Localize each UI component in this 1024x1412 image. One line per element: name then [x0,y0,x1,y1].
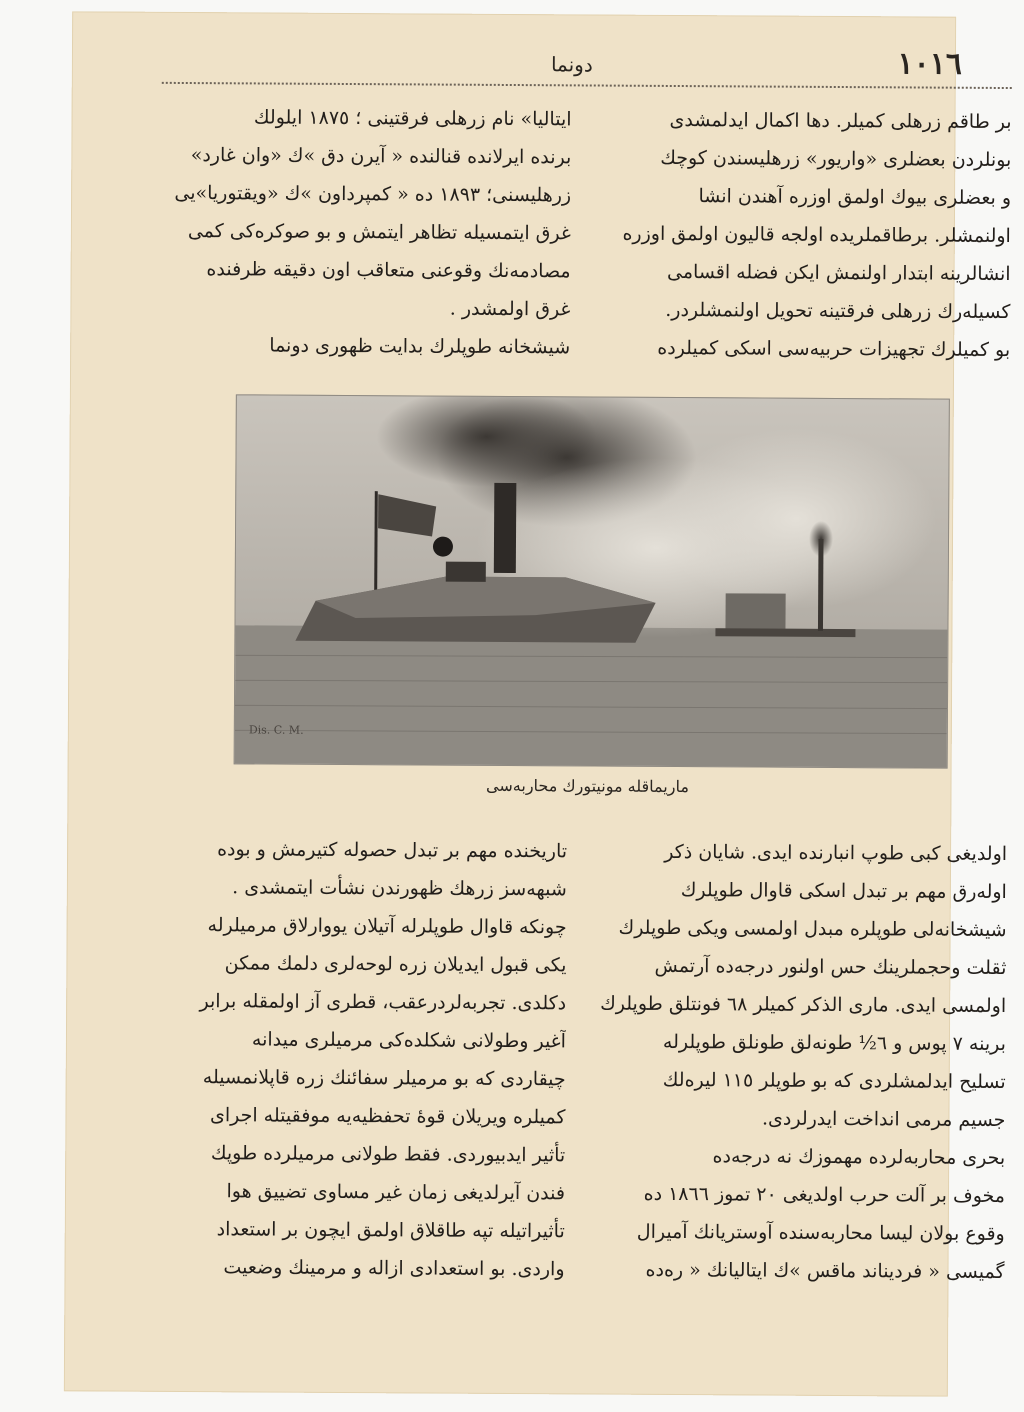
monitor-turret [725,593,785,633]
text-line: مصادمه‌نك وقوعنی متعاقب اون دقیقه ظرفنده [206,258,571,283]
text-line: اولنمشلر. برطاقملریده اولجه قالیون اولمق اوزره [622,222,1011,248]
text-line: گمیسی « فردیناند ماقس »ك ایتالیانك « ره‌ده [645,1258,1005,1284]
text-line: غرق اولمشدر . [449,297,571,321]
text-column-top-left [160,98,572,366]
naval-battle-engraving [234,394,950,768]
text-line: زرهلیسنی؛ ١٨٩٣ ده « کمپرداون »ك «ویقتوریا»یی [174,181,572,207]
text-line: کمیلره ویریلان قوهٔ تحفظیه‌یه موفقیتله اجرای [209,1104,566,1129]
monitor-deck [715,628,855,637]
text-line: بو کمیلرك تجهیزات حربیه‌سی اسکی کمیلرده [657,336,1011,362]
text-line: ثقلت وحجملرینك حس اولنور درجه‌ده آرتمش [654,954,1007,980]
smokestack [494,483,517,573]
text-line: جسیم مرمی انداخت ایدرلردی. [761,1107,1006,1132]
text-line: چونکه قاوال طوپلرله آتیلان یووارلاق مرمیلرله [207,914,567,939]
flag-mast [376,491,377,606]
text-line: انشالرینه ابتدار اولنمش ایکن فضله اقسامی [666,260,1011,286]
text-line: اولمسی ایدی. ماری الذکر کمیلر ٦٨ فونتلق طوپلرك [600,992,1007,1018]
text-line: تأثیر ایدبیوردی. فقط طولانی مرمیلرده طوپك [210,1142,566,1167]
text-column-bottom-left [154,830,567,1288]
text-line: شبهه‌سز زرهك ظهورندن نشأت ایتمشدی . [232,876,567,901]
running-header-title: دونما [550,52,593,77]
engraving-drawing [235,395,949,767]
text-line: غرق ایتمسیله تظاهر ایتمش و بو صوکره‌کی کمی [187,220,571,245]
text-line: واردی. بو استعدادی ازاله و مرمینك وضعیت [223,1256,565,1281]
page-sheet [64,11,1012,1396]
text-line: بونلردن بعضلری «واریور» زرهلیسندن کوچك [660,146,1012,172]
text-column-top-right [600,101,1012,369]
text-line: ایتالیا» نام زرهلی فرقتینی ؛ ١٨٧٥ ایلولك [253,106,572,131]
text-line: چیقاردی که بو مرمیلر سفائنك زره قاپلانمسیله [202,1066,566,1091]
text-line: برنده ایرلانده قنالنده « آیرن دق »ك «وان غارد» [190,144,572,169]
text-line: دکلدی. تجربه‌لردرعقب، قطری آز اولمقله برابر [199,990,567,1015]
text-line: اوله‌رق مهم بر تبدل اسکی قاوال طوپلرك [680,879,1007,904]
text-line: تأثیراتیله تپه طاقلاق اولمق ایچون بر استعداد [216,1218,565,1243]
text-line: تسلیح ایدلمشلردی که بو طوپلر ١١٥ لیره‌لك [662,1068,1006,1094]
page-number: ١٠١٦ [897,46,963,82]
section-heading: شیشخانه طوپلرك بدایت ظهوری دونما [269,334,571,359]
text-line: تاریخنده مهم بر تبدل حصوله کتیرمش و بوده [217,838,568,863]
illustration-caption: ماریماقله مونیتورك محاربه‌سی [486,775,689,797]
text-line: بحری محاربه‌لرده مهموزك نه درجه‌ده [712,1145,1006,1170]
text-line: بر طاقم زرهلی کمیلر. دها اکمال ایدلمشدی [669,108,1012,134]
text-line: فندن آیرلدیغی زمان غیر مساوی تضییق هوا [226,1180,566,1205]
text-line: اولدیغی کبی طوپ انبارنده ایدی. شایان ذکر [664,840,1008,866]
text-line: مخوف بر آلت حرب اولدیغی ٢٠ تموز ١٨٦٦ ده [643,1182,1006,1208]
text-column-bottom-right [594,833,1007,1291]
text-line: برینه ٧ پوس و ٦½ طونه‌لق طونلق طوپلرله [662,1030,1006,1056]
header-rule [162,82,1012,89]
text-line: وقوع بولان لیسا محاربه‌سنده آوستریانك آمیرال [636,1220,1005,1246]
cannonball [433,537,453,557]
engraver-signature: Dis. C. M. [248,723,304,737]
text-line: کسیله‌رك زرهلی فرقتینه تحویل اولنمشلردر. [665,298,1011,324]
text-line: آغیر وطولانی شکلده‌کی مرمیلری میدانه [251,1028,567,1053]
text-line: و بعضلری بیوك اولمق اوزره آهندن انشا [698,185,1012,210]
text-line: شیشخانه‌لی طوپلره مبدل اولمسی ویکی طوپلرك [618,916,1007,942]
text-line: یکی قبول ایدیلان زره لوحه‌لری دلمك ممکن [224,952,567,977]
